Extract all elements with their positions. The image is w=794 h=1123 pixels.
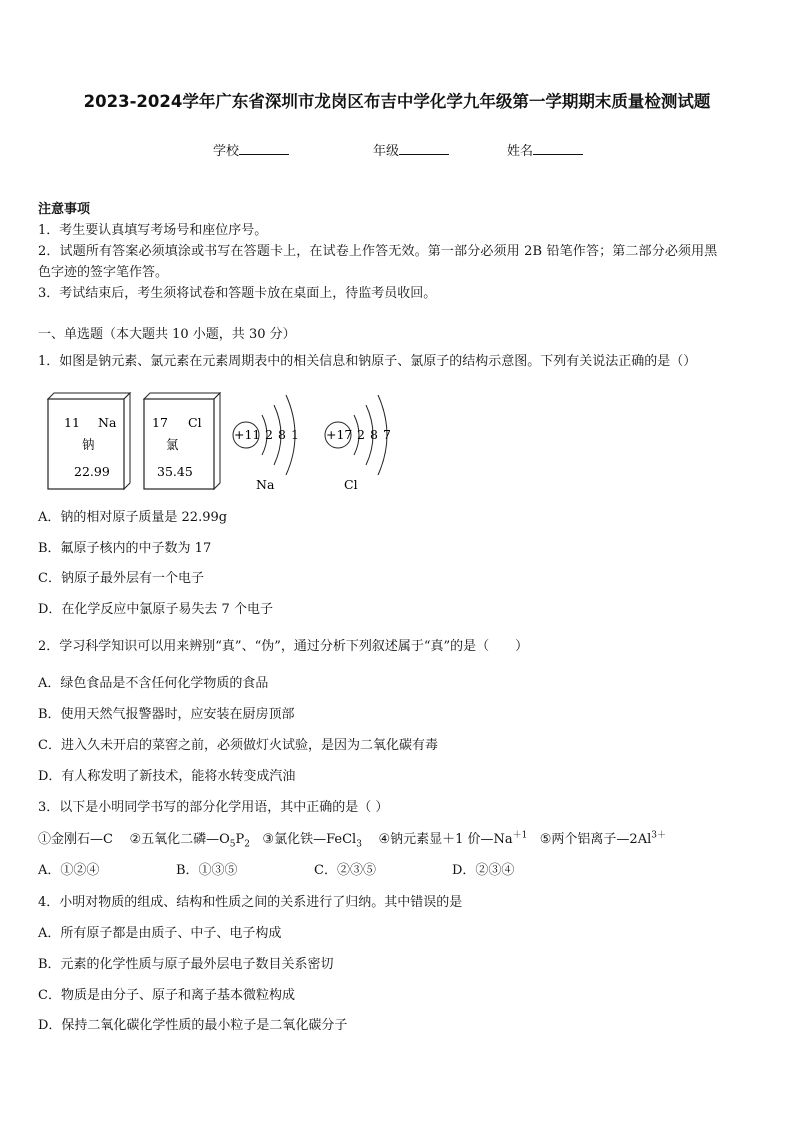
notice-item: 色字迹的签字笔作答。 <box>38 265 169 280</box>
q1-option-a: A．钠的相对原子质量是 22.99g <box>38 510 228 525</box>
notice-item: 1．考生要认真填写考场号和座位序号。 <box>38 223 268 238</box>
sodium-shell-1: 2 <box>265 427 273 442</box>
chlorine-shell-3: 7 <box>383 427 391 442</box>
grade-blank[interactable] <box>399 142 449 155</box>
sodium-mass: 22.99 <box>74 464 110 479</box>
sodium-nucleus: +11 <box>234 427 261 442</box>
q3-option-a: A．①②④ <box>38 863 100 878</box>
sodium-shell-2: 8 <box>278 427 286 442</box>
q3-item-2: ②五氧化二磷$—O_5P_2$ <box>129 832 251 850</box>
chlorine-name: 氯 <box>166 437 179 452</box>
q3-item-3: ③氯化铁—FeCl$_3$ <box>262 832 362 850</box>
q2-option-b: B．使用天然气报警器时，应安装在厨房顶部 <box>38 707 295 722</box>
q1-option-b: B．氟原子核内的中子数为 17 <box>38 541 212 556</box>
q2-option-d: D．有人称发明了新技术，能将水转变成汽油 <box>38 769 296 784</box>
section-heading: 一、单选题（本大题共 10 小题，共 30 分） <box>38 327 296 342</box>
chlorine-symbol: Cl <box>188 415 202 430</box>
chlorine-mass: 35.45 <box>157 464 193 479</box>
question-2-stem: 2．学习科学知识可以用来辨别“真”、“伪”，通过分析下列叙述属于“真”的是（ ） <box>38 639 529 654</box>
q2-option-a: A．绿色食品是不含任何化学物质的食品 <box>38 676 269 691</box>
chlorine-atom-label: Cl <box>344 477 358 492</box>
grade-field <box>373 140 449 159</box>
student-info-row <box>0 140 794 160</box>
q3-item-4: ④钠元素显＋1 价$—Na^{+1}$ <box>378 830 528 847</box>
page-title: 2023-2024学年广东省深圳市龙岗区布吉中学化学九年级第一学期期末质量检测试题 <box>83 92 711 111</box>
q3-item-5: ⑤两个铝离子$—2Al^{3+}$ <box>539 830 666 847</box>
q4-option-d: D．保持二氧化碳化学性质的最小粒子是二氧化碳分子 <box>38 1018 348 1033</box>
question-1-stem: 1．如图是钠元素、氯元素在元素周期表中的相关信息和钠原子、氯原子的结构示意图。下列有关说法正确的是（） <box>38 354 697 369</box>
sodium-symbol: Na <box>98 415 117 430</box>
notice-item: 2．试题所有答案必须填涂或书写在答题卡上，在试卷上作答无效。第一部分必须用 2B 铅笔作答；第二部分必须用黑 <box>38 244 718 259</box>
sodium-atom-label: Na <box>256 477 275 492</box>
sodium-shell-3: 1 <box>291 427 299 442</box>
notice-item: 3．考试结束后，考生须将试卷和答题卡放在桌面上，待监考员收回。 <box>38 286 437 301</box>
question-3-stem: 3．以下是小明同学书写的部分化学用语，其中正确的是（ ） <box>38 800 389 815</box>
q1-option-c: C．钠原子最外层有一个电子 <box>38 571 204 586</box>
name-blank[interactable] <box>533 142 583 155</box>
sodium-atom-diagram <box>233 395 299 492</box>
school-label: 学校 <box>213 144 240 159</box>
q3-option-c: C．②③⑤ <box>314 863 376 878</box>
name-field <box>507 140 583 159</box>
element-figure <box>40 385 400 495</box>
school-blank[interactable] <box>239 142 289 155</box>
chlorine-shell-2: 8 <box>370 427 378 442</box>
name-label: 姓名 <box>507 144 534 159</box>
grade-label: 年级 <box>373 144 400 159</box>
q3-items <box>38 830 666 850</box>
chlorine-nucleus: +17 <box>326 427 353 442</box>
q2-option-c: C．进入久未开启的菜窖之前，必须做灯火试验，是因为二氧化碳有毒 <box>38 738 438 753</box>
school-field <box>213 140 289 159</box>
q4-option-c: C．物质是由分子、原子和离子基本微粒构成 <box>38 988 295 1003</box>
sodium-name: 钠 <box>82 437 95 452</box>
chlorine-card <box>144 393 220 489</box>
q3-option-d: D．②③④ <box>452 863 515 878</box>
q1-option-d: D．在化学反应中氯原子易失去 7 个电子 <box>38 602 273 617</box>
chlorine-shell-1: 2 <box>357 427 365 442</box>
q4-option-b: B．元素的化学性质与原子最外层电子数目关系密切 <box>38 957 334 972</box>
sodium-card <box>48 393 130 489</box>
chlorine-number: 17 <box>152 415 168 430</box>
chlorine-atom-diagram <box>325 395 391 492</box>
question-4-stem: 4．小明对物质的组成、结构和性质之间的关系进行了归纳。其中错误的是 <box>38 895 463 910</box>
notice-heading: 注意事项 <box>38 202 91 217</box>
q3-item-1: ①金刚石—C <box>38 832 113 847</box>
q3-option-b: B．①③⑤ <box>176 863 238 878</box>
q4-option-a: A．所有原子都是由质子、中子、电子构成 <box>38 926 282 941</box>
sodium-number: 11 <box>64 415 80 430</box>
